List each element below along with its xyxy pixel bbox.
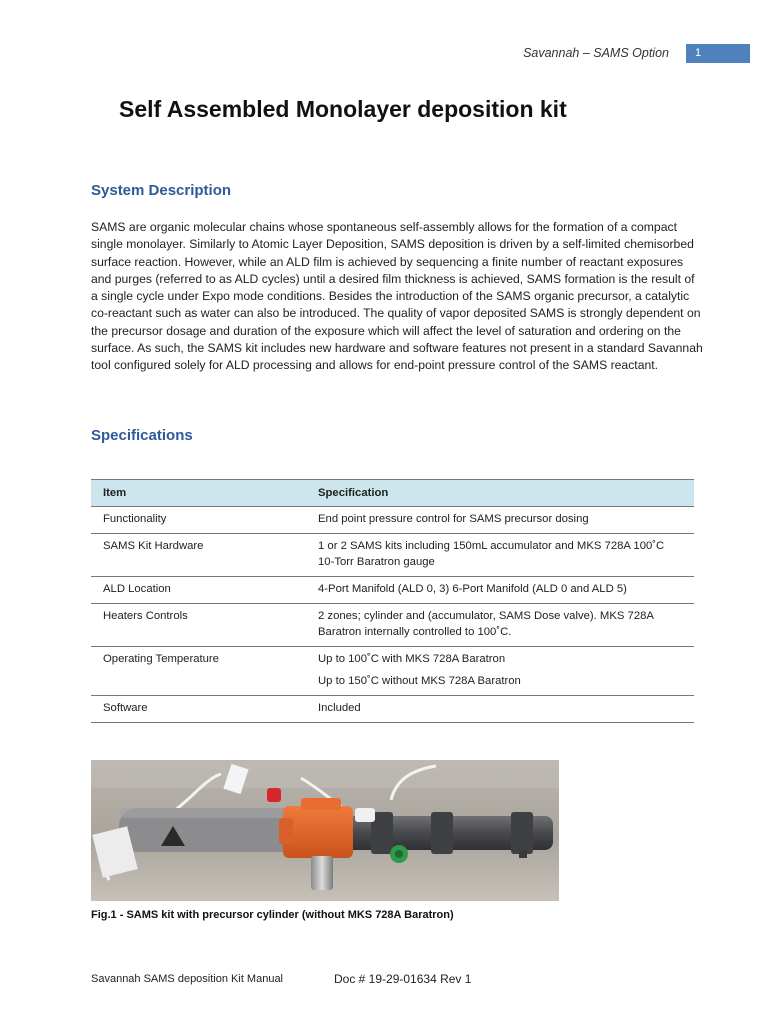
page-number-badge: 1 — [686, 44, 750, 63]
spec-cell: 1 or 2 SAMS kits including 150mL accumulator and MKS 728A 100˚C 10-Torr Baratron gauge — [306, 534, 694, 577]
column-header-specification: Specification — [306, 480, 694, 507]
item-cell: Software — [91, 696, 306, 723]
table-row — [91, 534, 694, 577]
table-row — [91, 647, 694, 696]
item-cell: Heaters Controls — [91, 604, 306, 647]
figure-caption: Fig.1 - SAMS kit with precursor cylinder (without MKS 728A Baratron) — [91, 909, 454, 921]
spec-cell: End point pressure control for SAMS precursor dosing — [306, 507, 694, 534]
table-row — [91, 507, 694, 534]
system-description-heading: System Description — [91, 182, 232, 199]
running-header: Savannah – SAMS Option — [523, 46, 669, 60]
table-row — [91, 577, 694, 604]
system-description-body: SAMS are organic molecular chains whose spontaneous self-assembly allows for the formation of a compact single monolayer. Similarly to Atomic Layer Deposition, SAMS deposition is driven by a self-limited chemisorbed surface reaction. However, while an ALD film is achieved by sequencing a finite number of reactant exposures and purges (referred to as ALD cycles) until a desired film thickness is achieved, SAMS formation is the result of a single cycle under Expo mode conditions. Besides the introduction of the SAMS organic precursor, a catalytic co-reactant such as water can also be introduced. The quality of vapor deposited SAMS is strongly dependent on the precursor dosage and duration of the exposure which will affect the level of saturation and ordering on the surface. As such, the SAMS kit includes new hardware and software features not present in a standard Savannah tool configured solely for ALD processing and allows for end-point pressure control of the SAMS reactant. — [91, 220, 703, 373]
table-header-row — [91, 480, 694, 507]
specifications-table — [91, 479, 694, 723]
spec-line: Up to 150˚C without MKS 728A Baratron — [318, 675, 521, 687]
specifications-heading: Specifications — [91, 427, 193, 444]
spec-cell — [306, 647, 694, 696]
table-row — [91, 604, 694, 647]
spec-cell: Included — [306, 696, 694, 723]
spec-cell: 2 zones; cylinder and (accumulator, SAMS Dose valve). MKS 728A Baratron internally controlled to 100˚C. — [306, 604, 694, 647]
sams-kit-photo — [91, 760, 559, 901]
item-cell: ALD Location — [91, 577, 306, 604]
item-cell: Operating Temperature — [91, 647, 306, 696]
column-header-item: Item — [91, 480, 306, 507]
item-cell: SAMS Kit Hardware — [91, 534, 306, 577]
spec-line: Up to 100˚C with MKS 728A Baratron — [318, 653, 506, 665]
footer-doc-number: Doc # 19-29-01634 Rev 1 — [334, 972, 472, 986]
spec-cell: 4-Port Manifold (ALD 0, 3) 6-Port Manifold (ALD 0 and ALD 5) — [306, 577, 694, 604]
table-row — [91, 696, 694, 723]
footer-manual-name: Savannah SAMS deposition Kit Manual — [91, 973, 284, 985]
item-cell: Functionality — [91, 507, 306, 534]
document-title: Self Assembled Monolayer deposition kit — [119, 96, 567, 122]
